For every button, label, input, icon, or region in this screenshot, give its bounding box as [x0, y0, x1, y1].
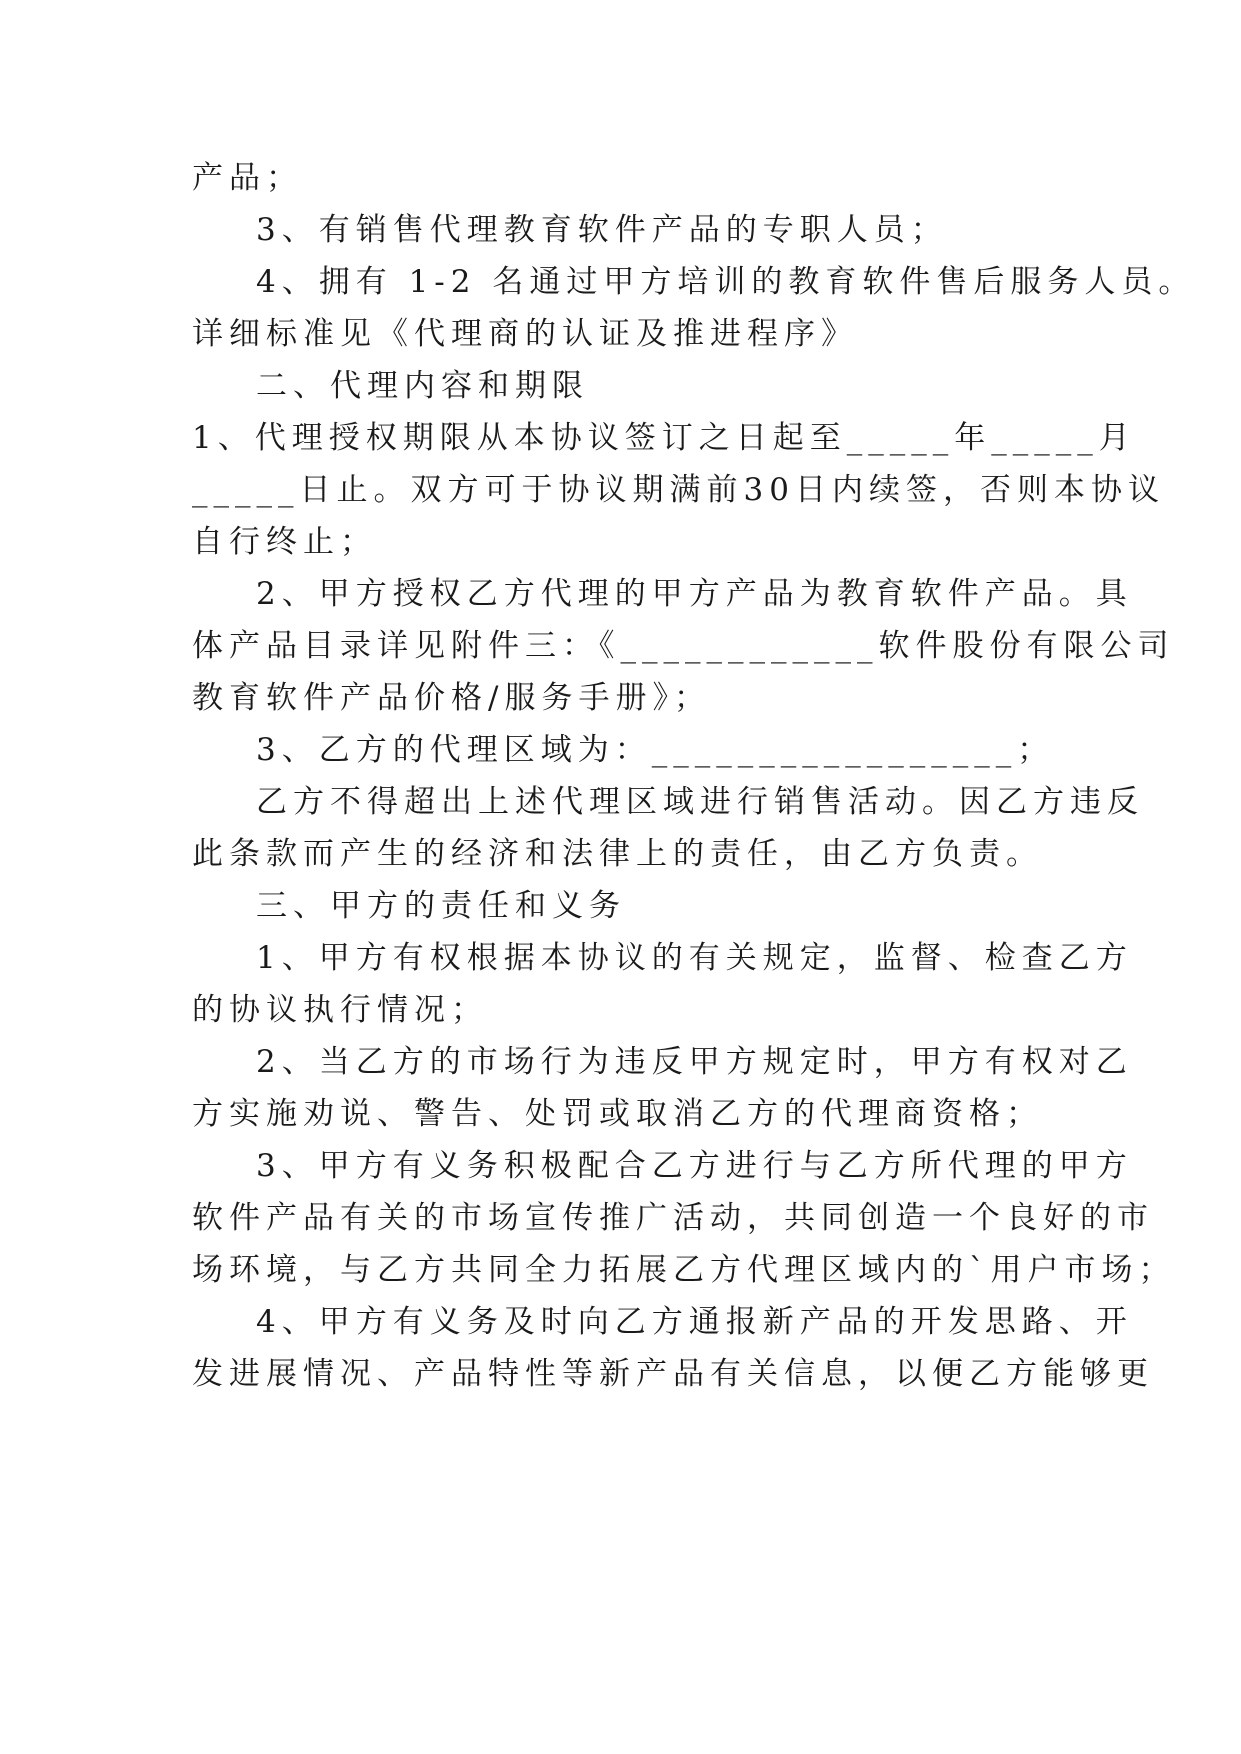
text-line: 体产品目录详见附件三：《____________软件股份有限公司 [192, 628, 1175, 664]
text-line: 3、有销售代理教育软件产品的专职人员； [256, 212, 948, 248]
section-heading: 二、代理内容和期限 [256, 368, 589, 404]
text-line: 3、甲方有义务积极配合乙方进行与乙方所代理的甲方 [256, 1148, 1133, 1184]
section-heading: 三、甲方的责任和义务 [256, 888, 626, 924]
text-line: 此条款而产生的经济和法律上的责任，由乙方负责。 [192, 836, 1043, 872]
text-line: 1、甲方有权根据本协议的有关规定，监督、检查乙方 [256, 940, 1133, 976]
text-line: 方实施劝说、警告、处罚或取消乙方的代理商资格； [192, 1096, 1043, 1132]
text-line: 1、代理授权期限从本协议签订之日起至_____年_____月 [192, 420, 1136, 456]
text-line: 乙方不得超出上述代理区域进行销售活动。因乙方违反 [256, 784, 1144, 820]
text-line: _____日止。双方可于协议期满前30日内续签，否则本协议 [192, 472, 1165, 508]
text-line: 的协议执行情况； [192, 992, 488, 1028]
text-line: 4、甲方有义务及时向乙方通报新产品的开发思路、开 [256, 1304, 1133, 1340]
text-line: 场环境，与乙方共同全力拓展乙方代理区域内的`用户市场； [192, 1252, 1176, 1288]
text-line: 详细标准见《代理商的认证及推进程序》 [192, 316, 858, 352]
text-line: 自行终止； [192, 524, 377, 560]
text-line: 产品； [192, 160, 303, 196]
text-line: 2、甲方授权乙方代理的甲方产品为教育软件产品。具 [256, 576, 1133, 612]
text-line: 教育软件产品价格/服务手册》； [192, 680, 711, 716]
text-line: 4、拥有 1-2 名通过甲方培训的教育软件售后服务人员。 [256, 264, 1196, 300]
text-line: 2、当乙方的市场行为违反甲方规定时，甲方有权对乙 [256, 1044, 1133, 1080]
text-line: 软件产品有关的市场宣传推广活动，共同创造一个良好的市 [192, 1200, 1154, 1236]
text-line: 3、乙方的代理区域为：_________________； [256, 732, 1055, 768]
text-line: 发进展情况、产品特性等新产品有关信息，以便乙方能够更 [192, 1356, 1154, 1392]
